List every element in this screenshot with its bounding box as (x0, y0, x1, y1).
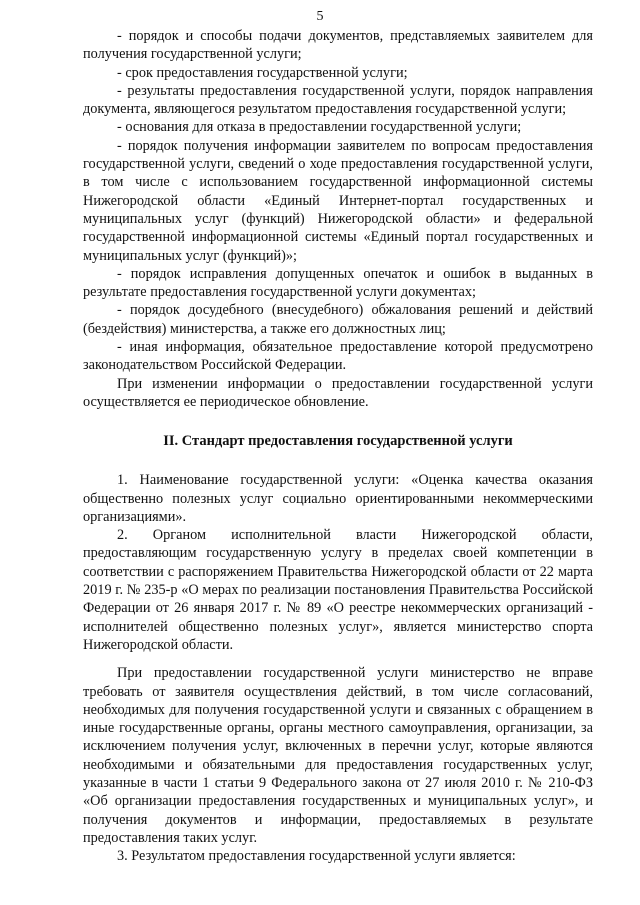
list-item: - порядок досудебного (внесудебного) обжалования решений и действий (бездействия) министерства, а также его должностных лиц; (83, 302, 593, 337)
list-item: - порядок исправления допущенных опечаток и ошибок в выданных в результате предоставления государственной услуги документах; (83, 265, 593, 301)
point-3-paragraph: 3. Результатом предоставления государственной услуги является: (117, 848, 516, 865)
point-2-paragraph: 2. Органом исполнительной власти Нижегородской области, предоставляющим государственную услугу в пределах своей компетенции в соответствии с распоряжением Правительства Нижегородской области от 22 марта 2019 г. № 235-р «О мерах по реализации постановления Правительства Российской Федерации от 26 января 2017 г. № 89 «О реестре некоммерческих организаций - исполнителей общественно полезных услуг», является министерство спорта Нижегородской области. (83, 527, 593, 653)
list-item: - результаты предоставления государственной услуги, порядок направления документа, являющегося результатом предоставления государственной услуги; (83, 82, 593, 118)
list-item: - основания для отказа в предоставлении государственной услуги; (117, 119, 522, 136)
list-item: - срок предоставления государственной услуги; (117, 64, 408, 81)
update-paragraph: При изменении информации о предоставлении государственной услуги осуществляется ее периодическое обновление. (83, 375, 593, 410)
section-title: II. Стандарт предоставления государственной услуги (163, 433, 513, 450)
document-body (83, 27, 593, 865)
list-item: - порядок и способы подачи документов, представляемых заявителем для получения государственной услуги; (83, 28, 593, 63)
page-number: 5 (316, 9, 324, 24)
point-1-paragraph: 1. Наименование государственной услуги: «Оценка качества оказания общественно полезных услуг социально ориентированными некоммерческими организациями». (83, 472, 593, 525)
point-2-continued-paragraph: При предоставлении государственной услуги министерство не вправе требовать от заявителя осуществления действий, в том числе согласований, необходимых для получения государственной услуги и связанных с обращением в иные государственные органы, органы местного самоуправления, организации, за исключением получения услуг, включенных в перечни услуг, которые являются необходимыми и обязательными для предоставления государственных услуг, указанные в части 1 статьи 9 Федерального закона от 27 июля 2010 г. № 210-ФЗ «Об организации предоставления государственных и муниципальных услуг», и получения документов и информации, предоставляемых в результате предоставления таких услуг. (83, 665, 593, 846)
list-item: - порядок получения информации заявителем по вопросам предоставления государственной услуги, сведений о ходе предоставления государственной услуги, в том числе с использованием государственной информационной системы Нижегородской области «Единый Интернет-портал государственных и муниципальных услуг (функций) Нижегородской области» и федеральной государственной информационной системы «Единый портал государственных и муниципальных услуг (функций)»; (83, 137, 593, 264)
list-item: - иная информация, обязательное предоставление которой предусмотрено законодательством Российской Федерации. (83, 339, 593, 374)
paragraph-spacer (83, 654, 593, 664)
